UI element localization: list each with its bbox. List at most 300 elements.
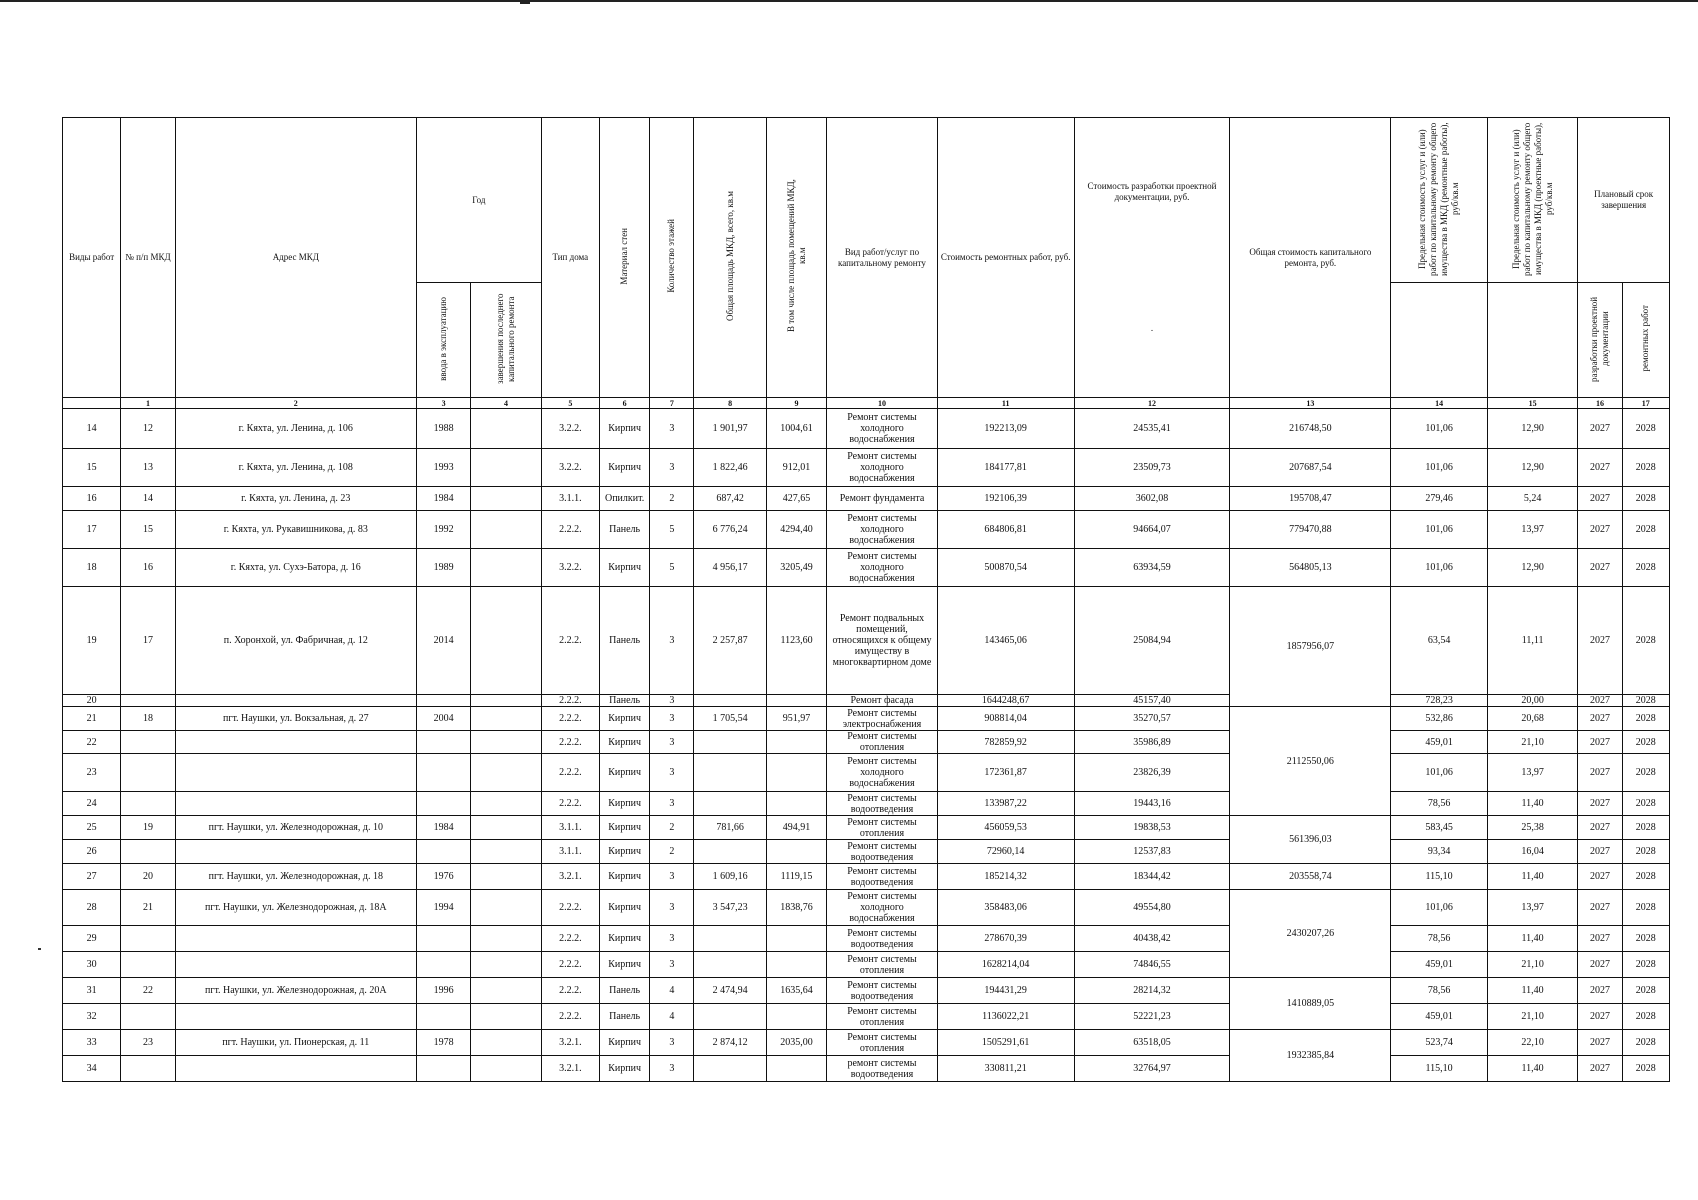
row-year-vvod	[416, 754, 470, 792]
column-number-row	[63, 398, 1670, 409]
row-year-vvod: 1988	[416, 409, 470, 449]
row-house-type: 2.2.2.	[541, 978, 599, 1004]
header-limit-repair	[1391, 118, 1488, 283]
row-year-kap	[471, 840, 541, 864]
header-limit-repair-text: Предельная стоимость услуг и (или) работ по капитальному ремонту общего имущества в МКД (ремонтные работы), руб/кв.м	[1417, 121, 1461, 276]
row-floors: 3	[650, 926, 694, 952]
row-term-design: 2027	[1578, 731, 1622, 754]
row-year-kap	[471, 1004, 541, 1030]
row-premises-area	[766, 754, 826, 792]
row-work-type: Ремонт фасада	[827, 695, 938, 707]
row-cost-repair: 278670,39	[937, 926, 1074, 952]
row-cost-total: 1932385,84	[1230, 1030, 1391, 1082]
row-house-type: 3.2.2.	[541, 409, 599, 449]
header-limit-design-sub	[1487, 283, 1578, 398]
row-house-type: 2.2.2.	[541, 695, 599, 707]
row-wall-material: Кирпич	[599, 731, 649, 754]
row-work-type: Ремонт системы водоотведения	[827, 792, 938, 816]
row-cost-design: 23509,73	[1074, 449, 1230, 487]
row-cost-repair: 330811,21	[937, 1056, 1074, 1082]
row-cost-repair: 1628214,04	[937, 952, 1074, 978]
header-year-kap-text: завершения последнего капитального ремонта	[494, 293, 516, 384]
row-total-area	[694, 695, 766, 707]
row-term-repair: 2028	[1622, 952, 1669, 978]
row-vid: 26	[63, 840, 121, 864]
row-term-repair: 2028	[1622, 409, 1669, 449]
header-cost-design	[1074, 118, 1230, 398]
row-floors: 3	[650, 754, 694, 792]
row-year-kap	[471, 978, 541, 1004]
table-row	[63, 409, 1670, 449]
row-term-design: 2027	[1578, 707, 1622, 731]
row-limit-design: 11,40	[1487, 978, 1578, 1004]
row-year-kap	[471, 754, 541, 792]
row-vid: 20	[63, 695, 121, 707]
table-row	[63, 864, 1670, 890]
row-wall-material: Кирпич	[599, 549, 649, 587]
header-material-text: Материал стен	[619, 227, 630, 285]
row-cost-design: 18344,42	[1074, 864, 1230, 890]
row-cost-total: 564805,13	[1230, 549, 1391, 587]
row-wall-material: Панель	[599, 695, 649, 707]
row-year-kap	[471, 449, 541, 487]
row-premises-area: 494,91	[766, 816, 826, 840]
row-floors: 2	[650, 816, 694, 840]
header-num: № п/п МКД	[121, 118, 175, 398]
row-cost-design: 19443,16	[1074, 792, 1230, 816]
row-term-repair: 2028	[1622, 487, 1669, 511]
row-limit-design: 20,68	[1487, 707, 1578, 731]
row-wall-material: Кирпич	[599, 707, 649, 731]
row-total-area: 4 956,17	[694, 549, 766, 587]
row-limit-design: 21,10	[1487, 1004, 1578, 1030]
row-cost-repair: 184177,81	[937, 449, 1074, 487]
row-cost-design: 23826,39	[1074, 754, 1230, 792]
scan-top-border	[0, 0, 1698, 2]
row-limit-repair: 523,74	[1391, 1030, 1488, 1056]
row-house-type: 2.2.2.	[541, 707, 599, 731]
header-year-vvod	[416, 283, 470, 398]
row-vid: 30	[63, 952, 121, 978]
row-year-vvod	[416, 792, 470, 816]
row-cost-design: 3602,08	[1074, 487, 1230, 511]
row-cost-design: 25084,94	[1074, 587, 1230, 695]
row-cost-repair: 782859,92	[937, 731, 1074, 754]
row-term-design: 2027	[1578, 1056, 1622, 1082]
row-house-type: 2.2.2.	[541, 926, 599, 952]
row-cost-repair: 1505291,61	[937, 1030, 1074, 1056]
colnum: 3	[416, 398, 470, 409]
row-year-vvod: 1989	[416, 549, 470, 587]
row-year-vvod	[416, 1056, 470, 1082]
row-vid: 33	[63, 1030, 121, 1056]
row-year-vvod: 1993	[416, 449, 470, 487]
row-address: пгт. Наушки, ул. Железнодорожная, д. 18	[175, 864, 416, 890]
row-limit-design: 11,40	[1487, 1056, 1578, 1082]
row-premises-area: 1119,15	[766, 864, 826, 890]
row-cost-repair: 133987,22	[937, 792, 1074, 816]
colnum: 8	[694, 398, 766, 409]
row-total-area: 1 822,46	[694, 449, 766, 487]
row-floors: 3	[650, 1056, 694, 1082]
row-cost-total: 1857956,07	[1230, 587, 1391, 707]
row-work-type: Ремонт фундамента	[827, 487, 938, 511]
header-term-repair	[1622, 283, 1669, 398]
row-vid: 17	[63, 511, 121, 549]
row-vid: 18	[63, 549, 121, 587]
row-wall-material: Кирпич	[599, 840, 649, 864]
row-limit-repair: 101,06	[1391, 449, 1488, 487]
row-premises-area: 1838,76	[766, 890, 826, 926]
row-cost-repair: 684806,81	[937, 511, 1074, 549]
header-area	[694, 118, 766, 398]
row-cost-design: 63934,59	[1074, 549, 1230, 587]
row-work-type: ремонт системы водоотведения	[827, 1056, 938, 1082]
row-total-area	[694, 792, 766, 816]
row-limit-design: 12,90	[1487, 409, 1578, 449]
row-cost-design: 74846,55	[1074, 952, 1230, 978]
row-cost-total: 1410889,05	[1230, 978, 1391, 1030]
row-year-kap	[471, 1056, 541, 1082]
row-address: г. Кяхта, ул. Ленина, д. 106	[175, 409, 416, 449]
row-limit-design: 11,11	[1487, 587, 1578, 695]
row-cost-design: 63518,05	[1074, 1030, 1230, 1056]
colnum: 17	[1622, 398, 1669, 409]
row-vid: 14	[63, 409, 121, 449]
row-total-area: 781,66	[694, 816, 766, 840]
row-num: 16	[121, 549, 175, 587]
row-cost-design: 35270,57	[1074, 707, 1230, 731]
row-num: 20	[121, 864, 175, 890]
row-term-design: 2027	[1578, 890, 1622, 926]
row-total-area: 1 609,16	[694, 864, 766, 890]
header-vid: Виды работ	[63, 118, 121, 398]
row-vid: 25	[63, 816, 121, 840]
row-floors: 2	[650, 840, 694, 864]
row-vid: 27	[63, 864, 121, 890]
row-floors: 3	[650, 792, 694, 816]
row-floors: 5	[650, 549, 694, 587]
row-cost-repair: 1136022,21	[937, 1004, 1074, 1030]
colnum: 6	[599, 398, 649, 409]
row-total-area	[694, 952, 766, 978]
colnum: 2	[175, 398, 416, 409]
row-cost-repair: 72960,14	[937, 840, 1074, 864]
row-year-vvod: 1996	[416, 978, 470, 1004]
row-cost-design: 28214,32	[1074, 978, 1230, 1004]
table-row	[63, 840, 1670, 864]
header-area-premises	[766, 118, 826, 398]
colnum: 12	[1074, 398, 1230, 409]
row-house-type: 3.2.1.	[541, 1030, 599, 1056]
row-term-design: 2027	[1578, 792, 1622, 816]
row-term-design: 2027	[1578, 978, 1622, 1004]
row-cost-repair: 185214,32	[937, 864, 1074, 890]
row-limit-repair: 78,56	[1391, 926, 1488, 952]
row-limit-repair: 279,46	[1391, 487, 1488, 511]
row-total-area	[694, 840, 766, 864]
row-term-design: 2027	[1578, 695, 1622, 707]
row-wall-material: Панель	[599, 1004, 649, 1030]
row-vid: 34	[63, 1056, 121, 1082]
row-cost-repair: 456059,53	[937, 816, 1074, 840]
row-address: п. Хоронхой, ул. Фабричная, д. 12	[175, 587, 416, 695]
row-work-type: Ремонт системы отопления	[827, 816, 938, 840]
row-year-vvod	[416, 926, 470, 952]
row-floors: 3	[650, 707, 694, 731]
row-cost-total: 561396,03	[1230, 816, 1391, 864]
row-year-kap	[471, 409, 541, 449]
row-work-type: Ремонт системы холодного водоснабжения	[827, 511, 938, 549]
row-premises-area: 951,97	[766, 707, 826, 731]
table-row	[63, 707, 1670, 731]
header-floors	[650, 118, 694, 398]
row-cost-total: 2112550,06	[1230, 707, 1391, 816]
row-cost-repair: 1644248,67	[937, 695, 1074, 707]
row-term-repair: 2028	[1622, 1030, 1669, 1056]
row-limit-design: 21,10	[1487, 952, 1578, 978]
row-total-area	[694, 1004, 766, 1030]
row-year-kap	[471, 707, 541, 731]
row-floors: 3	[650, 409, 694, 449]
scan-top-mark	[520, 0, 530, 4]
row-floors: 3	[650, 890, 694, 926]
row-year-vvod	[416, 731, 470, 754]
row-premises-area	[766, 1004, 826, 1030]
colnum: 10	[827, 398, 938, 409]
row-vid: 16	[63, 487, 121, 511]
row-premises-area: 1123,60	[766, 587, 826, 695]
row-wall-material: Кирпич	[599, 1030, 649, 1056]
row-address	[175, 792, 416, 816]
row-num: 15	[121, 511, 175, 549]
row-year-kap	[471, 890, 541, 926]
row-work-type: Ремонт системы холодного водоснабжения	[827, 890, 938, 926]
row-floors: 4	[650, 978, 694, 1004]
row-term-repair: 2028	[1622, 978, 1669, 1004]
header-term-repair-text: ремонтных работ	[1640, 305, 1651, 372]
row-premises-area	[766, 926, 826, 952]
row-cost-total: 195708,47	[1230, 487, 1391, 511]
row-cost-total: 203558,74	[1230, 864, 1391, 890]
row-address	[175, 952, 416, 978]
row-house-type: 2.2.2.	[541, 890, 599, 926]
row-limit-design: 11,40	[1487, 792, 1578, 816]
row-year-vvod: 1984	[416, 487, 470, 511]
row-limit-repair: 115,10	[1391, 1056, 1488, 1082]
header-floors-text: Количество этажей	[666, 219, 677, 293]
row-work-type: Ремонт системы водоотведения	[827, 926, 938, 952]
header-cost-design-text: Стоимость разработки проектной документации, руб.	[1087, 181, 1217, 202]
colnum: 9	[766, 398, 826, 409]
row-address: пгт. Наушки, ул. Вокзальная, д. 27	[175, 707, 416, 731]
header-addr: Адрес МКД	[175, 118, 416, 398]
row-term-repair: 2028	[1622, 707, 1669, 731]
row-term-design: 2027	[1578, 754, 1622, 792]
header-type: Тип дома	[541, 118, 599, 398]
row-address: г. Кяхта, ул. Ленина, д. 108	[175, 449, 416, 487]
table-row	[63, 816, 1670, 840]
row-premises-area: 4294,40	[766, 511, 826, 549]
row-vid: 24	[63, 792, 121, 816]
table-row	[63, 449, 1670, 487]
row-floors: 3	[650, 695, 694, 707]
row-total-area: 3 547,23	[694, 890, 766, 926]
row-cost-design: 32764,97	[1074, 1056, 1230, 1082]
row-address: пгт. Наушки, ул. Железнодорожная, д. 20А	[175, 978, 416, 1004]
row-work-type: Ремонт системы холодного водоснабжения	[827, 409, 938, 449]
row-num	[121, 695, 175, 707]
row-year-vvod	[416, 1004, 470, 1030]
header-limit-design	[1487, 118, 1578, 283]
row-term-design: 2027	[1578, 1030, 1622, 1056]
row-cost-repair: 192213,09	[937, 409, 1074, 449]
row-address	[175, 731, 416, 754]
row-total-area: 1 705,54	[694, 707, 766, 731]
row-num	[121, 1056, 175, 1082]
row-premises-area	[766, 840, 826, 864]
row-premises-area: 2035,00	[766, 1030, 826, 1056]
row-cost-design: 24535,41	[1074, 409, 1230, 449]
row-year-vvod	[416, 840, 470, 864]
row-term-design: 2027	[1578, 952, 1622, 978]
row-house-type: 2.2.2.	[541, 792, 599, 816]
header-limit-design-text: Предельная стоимость услуг и (или) работ по капитальному ремонту общего имущества в МКД (проектные работы), руб/кв.м	[1510, 121, 1554, 276]
row-term-repair: 2028	[1622, 840, 1669, 864]
row-term-repair: 2028	[1622, 1056, 1669, 1082]
row-num	[121, 731, 175, 754]
row-num: 12	[121, 409, 175, 449]
row-term-repair: 2028	[1622, 587, 1669, 695]
row-house-type: 2.2.2.	[541, 731, 599, 754]
row-premises-area: 912,01	[766, 449, 826, 487]
row-limit-repair: 93,34	[1391, 840, 1488, 864]
header-year-vvod-text: ввода в эксплуатацию	[438, 296, 449, 381]
row-house-type: 3.1.1.	[541, 840, 599, 864]
row-work-type: Ремонт системы холодного водоснабжения	[827, 754, 938, 792]
row-num: 19	[121, 816, 175, 840]
row-house-type: 2.2.2.	[541, 952, 599, 978]
row-wall-material: Опилкит.	[599, 487, 649, 511]
table-row	[63, 952, 1670, 978]
row-limit-repair: 459,01	[1391, 952, 1488, 978]
row-limit-design: 12,90	[1487, 449, 1578, 487]
row-wall-material: Кирпич	[599, 1056, 649, 1082]
row-wall-material: Кирпич	[599, 890, 649, 926]
row-floors: 3	[650, 449, 694, 487]
row-floors: 3	[650, 864, 694, 890]
scan-speck	[38, 948, 41, 950]
row-wall-material: Кирпич	[599, 792, 649, 816]
row-year-kap	[471, 731, 541, 754]
row-premises-area: 427,65	[766, 487, 826, 511]
row-cost-total: 207687,54	[1230, 449, 1391, 487]
row-total-area	[694, 754, 766, 792]
row-term-design: 2027	[1578, 587, 1622, 695]
row-limit-repair: 101,06	[1391, 549, 1488, 587]
row-limit-design: 11,40	[1487, 864, 1578, 890]
row-address	[175, 840, 416, 864]
row-address: пгт. Наушки, ул. Пионерская, д. 11	[175, 1030, 416, 1056]
row-work-type: Ремонт подвальных помещений, относящихся к общему имуществу в многоквартирном доме	[827, 587, 938, 695]
row-term-repair: 2028	[1622, 695, 1669, 707]
row-cost-design: 40438,42	[1074, 926, 1230, 952]
row-limit-design: 25,38	[1487, 816, 1578, 840]
row-total-area: 687,42	[694, 487, 766, 511]
row-floors: 3	[650, 952, 694, 978]
row-cost-total: 2430207,26	[1230, 890, 1391, 978]
row-limit-design: 13,97	[1487, 511, 1578, 549]
row-year-vvod: 2004	[416, 707, 470, 731]
header-cost-total: Общая стоимость капитального ремонта, руб.	[1230, 118, 1391, 398]
row-vid: 19	[63, 587, 121, 695]
row-premises-area	[766, 792, 826, 816]
row-address: г. Кяхта, ул. Сухэ-Батора, д. 16	[175, 549, 416, 587]
row-limit-repair: 101,06	[1391, 890, 1488, 926]
header-cost-repair: Стоимость ремонтных работ, руб.	[937, 118, 1074, 398]
row-work-type: Ремонт системы отопления	[827, 731, 938, 754]
row-term-design: 2027	[1578, 409, 1622, 449]
row-year-kap	[471, 952, 541, 978]
row-address: г. Кяхта, ул. Ленина, д. 23	[175, 487, 416, 511]
row-house-type: 3.2.1.	[541, 1056, 599, 1082]
row-total-area: 2 474,94	[694, 978, 766, 1004]
row-limit-design: 22,10	[1487, 1030, 1578, 1056]
row-wall-material: Кирпич	[599, 754, 649, 792]
row-cost-design: 45157,40	[1074, 695, 1230, 707]
row-num: 13	[121, 449, 175, 487]
row-vid: 31	[63, 978, 121, 1004]
row-num	[121, 926, 175, 952]
table-row	[63, 978, 1670, 1004]
row-limit-repair: 728,23	[1391, 695, 1488, 707]
row-num: 22	[121, 978, 175, 1004]
row-house-type: 3.2.1.	[541, 864, 599, 890]
row-address: пгт. Наушки, ул. Железнодорожная, д. 10	[175, 816, 416, 840]
table-row	[63, 549, 1670, 587]
row-cost-repair: 194431,29	[937, 978, 1074, 1004]
row-floors: 5	[650, 511, 694, 549]
row-vid: 32	[63, 1004, 121, 1030]
table-row	[63, 1056, 1670, 1082]
row-premises-area	[766, 1056, 826, 1082]
colnum: 13	[1230, 398, 1391, 409]
row-year-kap	[471, 864, 541, 890]
row-cost-repair: 500870,54	[937, 549, 1074, 587]
row-term-design: 2027	[1578, 840, 1622, 864]
row-num	[121, 840, 175, 864]
row-house-type: 2.2.2.	[541, 754, 599, 792]
row-house-type: 2.2.2.	[541, 511, 599, 549]
row-house-type: 3.1.1.	[541, 816, 599, 840]
row-work-type: Ремонт системы отопления	[827, 952, 938, 978]
table-row	[63, 926, 1670, 952]
row-house-type: 3.2.2.	[541, 449, 599, 487]
row-term-repair: 2028	[1622, 864, 1669, 890]
row-year-kap	[471, 487, 541, 511]
row-term-repair: 2028	[1622, 511, 1669, 549]
row-term-design: 2027	[1578, 449, 1622, 487]
row-work-type: Ремонт системы холодного водоснабжения	[827, 549, 938, 587]
row-address	[175, 695, 416, 707]
row-num: 17	[121, 587, 175, 695]
row-term-repair: 2028	[1622, 731, 1669, 754]
row-year-vvod: 1984	[416, 816, 470, 840]
header-area-premises-text: В том числе площадь помещений МКД, кв.м	[785, 179, 807, 333]
row-limit-repair: 459,01	[1391, 1004, 1488, 1030]
colnum: 7	[650, 398, 694, 409]
row-floors: 4	[650, 1004, 694, 1030]
